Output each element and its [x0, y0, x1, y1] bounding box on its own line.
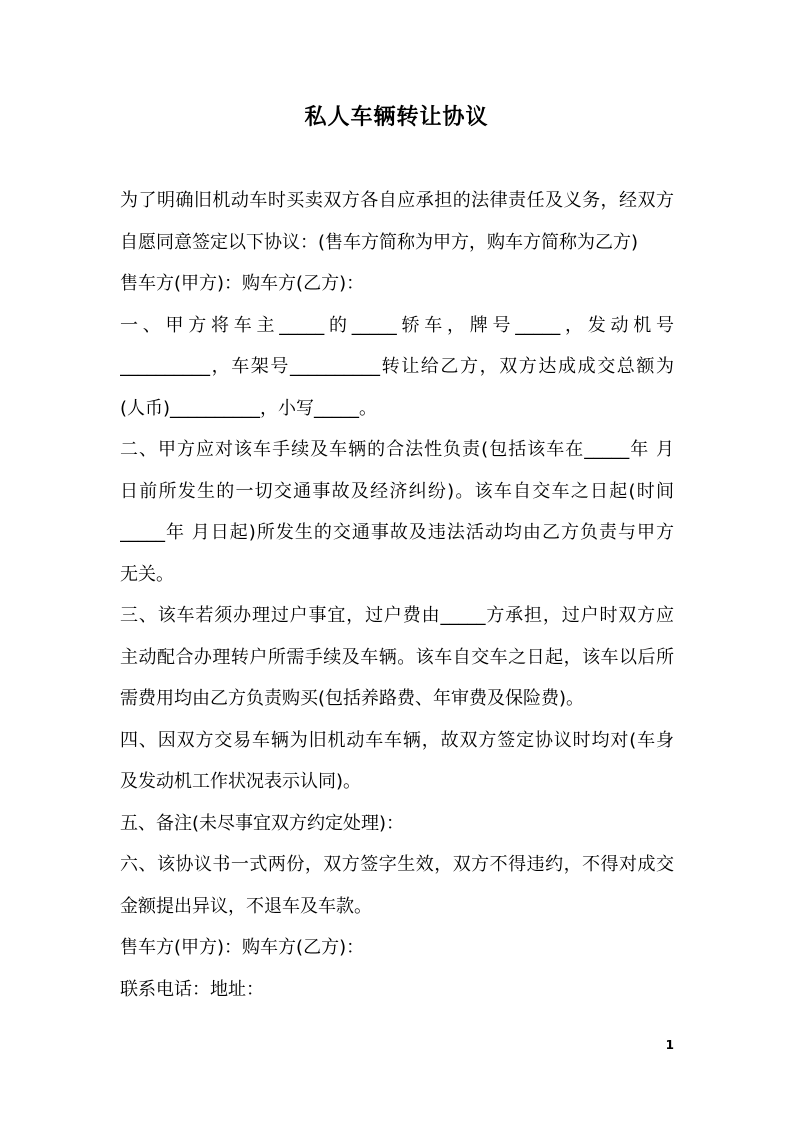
document-title: 私人车辆转让协议: [304, 105, 489, 130]
clause-4-line-1: 四、因双方交易车辆为旧机动车车辆，故双方签定协议时均对(车身: [120, 729, 674, 751]
clause-3-line-2: 主动配合办理转户所需手续及车辆。该车自交车之日起，该车以后所: [120, 646, 674, 668]
clause-3-line-3: 需费用均由乙方负责购买(包括养路费、年审费及保险费)。: [120, 688, 585, 709]
clause-5-line: 五、备注(未尽事宜双方约定处理)：: [120, 812, 405, 834]
clause-1-line-1: 一、甲方将车主_____的_____轿车，牌号_____，发动机号: [120, 314, 674, 336]
clause-1-line-3: (人币)__________，小写_____。: [120, 397, 378, 419]
document-body: [120, 180, 674, 1010]
signature-parties-line: 售车方(甲方)：购车方(乙方)：: [120, 937, 365, 958]
clause-2-line-2: 日前所发生的一切交通事故及经济纠纷)。该车自交车之日起(时间: [120, 480, 674, 502]
contact-line: 联系电话：地址：: [120, 978, 264, 1000]
clause-2-line-1: 二、甲方应对该车手续及车辆的合法性负责(包括该车在_____年 月: [120, 439, 674, 460]
paragraph-intro-line-2: 自愿同意签定以下协议：(售车方简称为甲方，购车方简称为乙方): [120, 231, 639, 253]
clause-6-line-1: 六、该协议书一式两份，双方签字生效，双方不得违约，不得对成交: [120, 854, 674, 875]
clause-2-line-4: 无关。: [120, 563, 174, 585]
paragraph-intro-line-1: 为了明确旧机动车时买卖双方各自应承担的法律责任及义务，经双方: [120, 190, 674, 211]
clause-6-line-2: 金额提出异议，不退车及车款。: [120, 895, 372, 917]
page-number: 1: [665, 1038, 674, 1052]
clause-2-line-3: _____年 月日起)所发生的交通事故及违法活动均由乙方负责与甲方: [120, 522, 674, 543]
clause-3-line-1: 三、该车若须办理过户事宜，过户费由_____方承担，过户时双方应: [120, 605, 674, 626]
clause-4-line-2: 及发动机工作状况表示认同)。: [120, 771, 362, 792]
clause-1-line-2: __________，车架号__________转让给乙方，双方达成成交总额为: [120, 356, 674, 377]
parties-line: 售车方(甲方)：购车方(乙方)：: [120, 273, 365, 294]
